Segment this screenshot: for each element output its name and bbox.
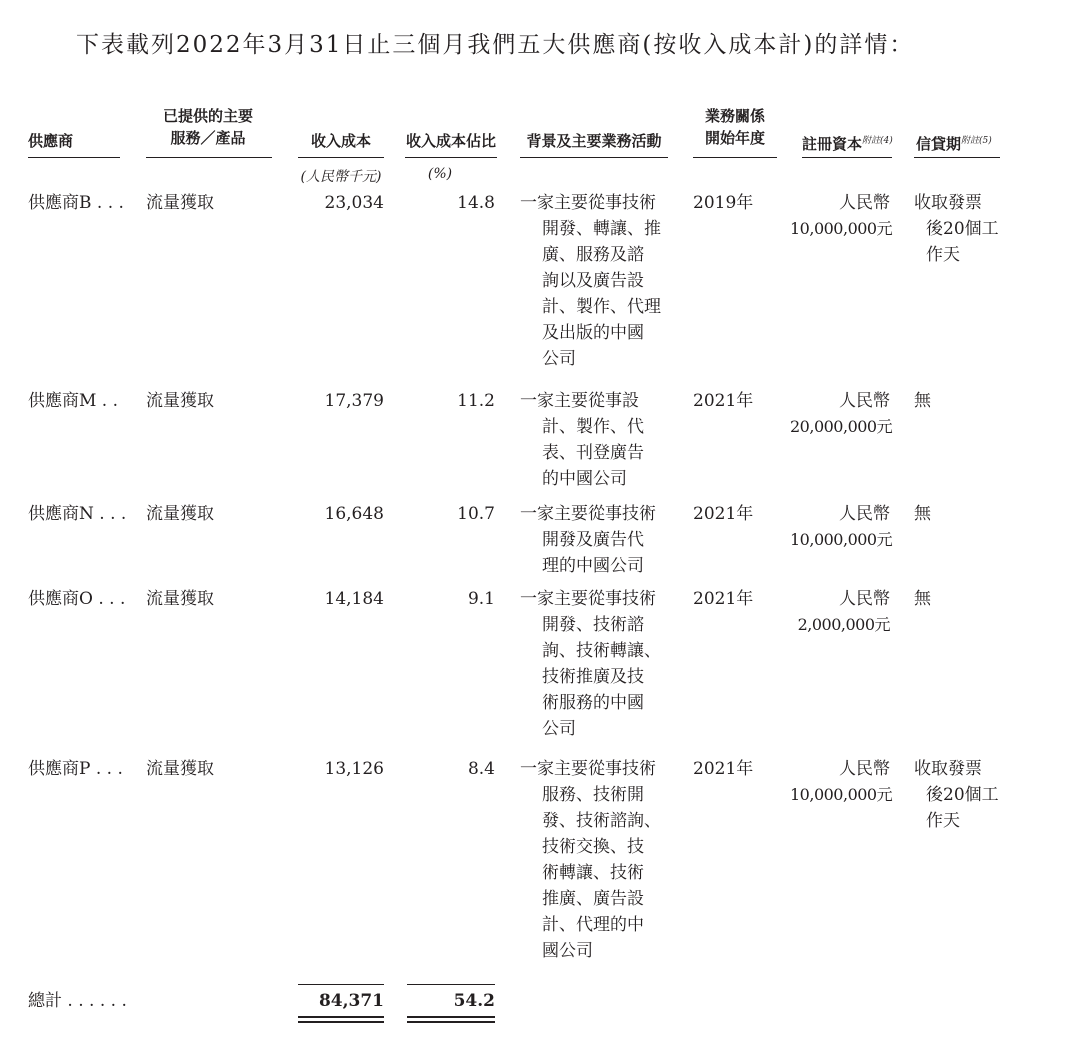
- row-credit: [914, 586, 931, 612]
- total-rule-cost-top: [298, 984, 384, 985]
- total-double-rule-share-1: [407, 1016, 495, 1018]
- row-year: 2019年: [693, 193, 754, 213]
- row-cost: 23,034: [324, 193, 384, 213]
- header-service-line2: 服務／產品: [170, 129, 246, 147]
- row-supplier: 供應商B . . .: [28, 193, 124, 213]
- header-credit: [916, 130, 992, 155]
- row-service: 流量獲取: [146, 391, 214, 411]
- row-credit: [914, 756, 999, 834]
- row-service: 流量獲取: [146, 193, 214, 213]
- row-capital: [790, 190, 893, 242]
- total-label: 總計 . . . . . .: [28, 991, 127, 1011]
- credit-line: 收取發票: [914, 759, 982, 779]
- header-share: 收入成本佔比: [405, 132, 496, 150]
- capital-line: 人民幣: [839, 589, 890, 609]
- header-capital: [802, 130, 893, 155]
- background-line: 計、製作、代理: [542, 297, 661, 317]
- background-line: 術轉讓、技術: [542, 863, 644, 883]
- row-year: 2021年: [693, 759, 754, 779]
- row-service: 流量獲取: [146, 759, 214, 779]
- header-capital-label: 註冊資本: [802, 135, 863, 153]
- row-supplier: 供應商P . . .: [28, 759, 123, 779]
- background-line: 及出版的中國: [542, 323, 644, 343]
- row-background: [520, 501, 680, 579]
- header-year-line1: 業務關係: [704, 107, 765, 125]
- row-background: [520, 586, 680, 742]
- background-line: 術服務的中國: [542, 693, 644, 713]
- row-service: 流量獲取: [146, 589, 214, 609]
- row-background: [520, 388, 680, 492]
- header-credit-label: 信貸期: [916, 135, 962, 153]
- header-rule-credit: [914, 157, 1000, 158]
- capital-line: 2,000,000元: [797, 615, 890, 634]
- background-line: 一家主要從事技術: [520, 193, 656, 213]
- background-line: 公司: [542, 719, 576, 739]
- background-line: 理的中國公司: [542, 556, 644, 576]
- page-title: 下表載列2022年3月31日止三個月我們五大供應商(按收入成本計)的詳情：: [76, 32, 915, 58]
- capital-line: 10,000,000元: [790, 530, 893, 549]
- capital-line: 10,000,000元: [790, 785, 893, 804]
- row-year: 2021年: [693, 504, 754, 524]
- background-line: 廣、服務及諮: [542, 245, 644, 265]
- capital-line: 人民幣: [839, 759, 890, 779]
- row-background: [520, 756, 680, 964]
- credit-line: 收取發票: [914, 193, 982, 213]
- total-rule-share-top: [407, 984, 495, 985]
- header-cost: 收入成本: [310, 132, 371, 150]
- credit-line: 無: [914, 391, 931, 411]
- row-share: 8.4: [467, 759, 495, 779]
- header-rule-background: [520, 157, 668, 158]
- total-double-rule-cost-2: [298, 1021, 384, 1023]
- total-double-rule-cost-1: [298, 1016, 384, 1018]
- total-share: 54.2: [453, 991, 495, 1011]
- header-rule-supplier: [28, 157, 120, 158]
- header-rule-cost: [298, 157, 384, 158]
- unit-cost: (人民幣千元): [300, 169, 382, 185]
- row-credit: [914, 388, 931, 414]
- background-line: 的中國公司: [542, 469, 627, 489]
- total-double-rule-share-2: [407, 1021, 495, 1023]
- background-line: 開發及廣告代: [542, 530, 644, 550]
- row-capital: [790, 388, 893, 440]
- row-year: 2021年: [693, 589, 754, 609]
- capital-line: 人民幣: [839, 193, 890, 213]
- background-line: 發、技術諮詢、: [542, 811, 661, 831]
- row-share: 10.7: [457, 504, 495, 524]
- credit-line: 後20個工: [926, 785, 999, 805]
- header-credit-note: 附註(5): [961, 136, 992, 146]
- background-line: 計、製作、代: [542, 417, 644, 437]
- header-year-line2: 開始年度: [704, 129, 765, 147]
- background-line: 詢、技術轉讓、: [542, 641, 661, 661]
- total-cost: 84,371: [318, 991, 384, 1011]
- background-line: 公司: [542, 349, 576, 369]
- credit-line: 作天: [926, 245, 960, 265]
- credit-line: 作天: [926, 811, 960, 831]
- header-rule-share: [405, 157, 497, 158]
- row-capital: [790, 586, 890, 638]
- row-supplier: 供應商N . . .: [28, 504, 127, 524]
- capital-line: 20,000,000元: [790, 417, 893, 436]
- background-line: 技術交換、技: [542, 837, 644, 857]
- capital-line: 人民幣: [839, 504, 890, 524]
- header-capital-note: 附註(4): [862, 136, 893, 146]
- row-share: 9.1: [467, 589, 495, 609]
- row-supplier: 供應商M . .: [28, 391, 119, 411]
- background-line: 國公司: [542, 941, 593, 961]
- background-line: 技術推廣及技: [542, 667, 644, 687]
- row-capital: [790, 501, 893, 553]
- background-line: 一家主要從事設: [520, 391, 639, 411]
- credit-line: 無: [914, 504, 931, 524]
- background-line: 一家主要從事技術: [520, 759, 656, 779]
- header-background: 背景及主要業務活動: [526, 132, 662, 150]
- background-line: 一家主要從事技術: [520, 504, 656, 524]
- row-cost: 17,379: [324, 391, 384, 411]
- unit-share: (%): [427, 166, 453, 182]
- header-rule-year: [693, 157, 777, 158]
- row-capital: [790, 756, 893, 808]
- background-line: 表、刊登廣告: [542, 443, 644, 463]
- header-service: [146, 105, 270, 149]
- row-credit: [914, 501, 931, 527]
- background-line: 一家主要從事技術: [520, 589, 656, 609]
- row-supplier: 供應商O . . .: [28, 589, 126, 609]
- row-cost: 16,648: [324, 504, 384, 524]
- row-cost: 13,126: [324, 759, 384, 779]
- background-line: 推廣、廣告設: [542, 889, 644, 909]
- row-cost: 14,184: [324, 589, 384, 609]
- capital-line: 人民幣: [839, 391, 890, 411]
- credit-line: 後20個工: [926, 219, 999, 239]
- capital-line: 10,000,000元: [790, 219, 893, 238]
- header-rule-capital: [802, 157, 892, 158]
- row-background: [520, 190, 680, 372]
- background-line: 詢以及廣告設: [542, 271, 644, 291]
- row-credit: [914, 190, 999, 268]
- credit-line: 無: [914, 589, 931, 609]
- background-line: 計、代理的中: [542, 915, 644, 935]
- header-supplier: 供應商: [28, 132, 74, 150]
- row-share: 11.2: [457, 391, 495, 411]
- row-service: 流量獲取: [146, 504, 214, 524]
- header-year: [693, 105, 777, 149]
- row-year: 2021年: [693, 391, 754, 411]
- header-rule-service: [146, 157, 272, 158]
- header-service-line1: 已提供的主要: [162, 107, 253, 125]
- background-line: 開發、技術諮: [542, 615, 644, 635]
- background-line: 開發、轉讓、推: [542, 219, 661, 239]
- row-share: 14.8: [457, 193, 495, 213]
- background-line: 服務、技術開: [542, 785, 644, 805]
